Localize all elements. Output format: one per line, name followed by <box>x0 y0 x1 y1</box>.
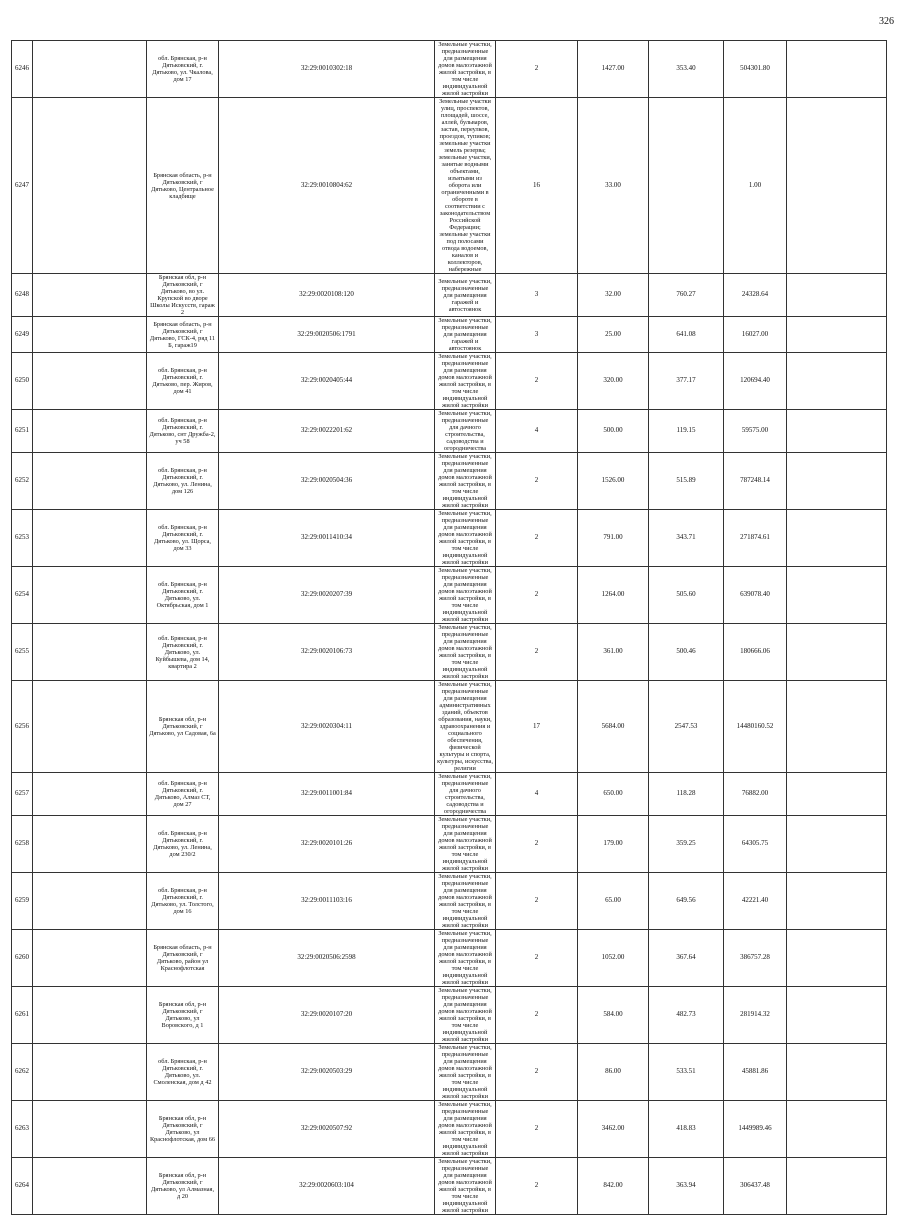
cell-rate: 500.46 <box>649 624 724 681</box>
cell-address: обл. Брянская, р-н Дятьковский, г. Дятьково, ул. Ленина, дом 230/2 <box>147 816 219 873</box>
cell-address: Брянская область, р-н Дятьковский, г Дятьково, ГСК-4, ряд 11 Б, гараж19 <box>147 317 219 353</box>
cell-area: 33.00 <box>578 98 649 274</box>
cell-cadastral-value: 45881.86 <box>724 1044 787 1101</box>
cell-cadastral-number: 32:29:0010302:18 <box>219 41 435 98</box>
cell-cadastral-value: 504301.80 <box>724 41 787 98</box>
cell-empty <box>33 41 147 98</box>
cell-area: 842.00 <box>578 1158 649 1215</box>
cell-group: 2 <box>496 510 578 567</box>
cell-number: 6257 <box>12 773 33 816</box>
cell-area: 1526.00 <box>578 453 649 510</box>
cell-area: 86.00 <box>578 1044 649 1101</box>
page-number: 326 <box>879 16 894 27</box>
cell-land-use: Земельные участки улиц, проспектов, площадей, шоссе, аллей, бульваров, застав, переулков, проездов, тупиков; земельные участки земель резерва; земельные участки, занятые водными объектами, изъятыми из оборота или ограниченными в обороте в соответствии с законодательством Российской Федерации; земельные участки под полосами отвода водоемов, каналов и коллекторов, набережные <box>435 98 496 274</box>
cell-address: Брянская обл, р-н Дятьковский, г Дятьково, ул Воровского, д 1 <box>147 987 219 1044</box>
cell-rate: 377.17 <box>649 353 724 410</box>
cell-cadastral-number: 32:29:0020207:39 <box>219 567 435 624</box>
cell-land-use: Земельные участки, предназначенные для размещения домов малоэтажной жилой застройки, в том числе индивидуальной жилой застройки <box>435 987 496 1044</box>
cell-empty <box>33 624 147 681</box>
cell-empty <box>787 987 887 1044</box>
cell-address: обл. Брянская, р-н Дятьковский, г. Дятьково, Алмаз СТ, дом 27 <box>147 773 219 816</box>
cell-area: 361.00 <box>578 624 649 681</box>
cell-number: 6253 <box>12 510 33 567</box>
cell-empty <box>33 873 147 930</box>
cell-land-use: Земельные участки, предназначенные для размещения домов малоэтажной жилой застройки, в том числе индивидуальной жилой застройки <box>435 453 496 510</box>
cell-land-use: Земельные участки, предназначенные для размещения домов малоэтажной жилой застройки, в том числе индивидуальной жилой застройки <box>435 624 496 681</box>
table-row <box>12 873 887 930</box>
cell-land-use: Земельные участки, предназначенные для размещения домов малоэтажной жилой застройки, в том числе индивидуальной жилой застройки <box>435 510 496 567</box>
cell-cadastral-value: 76882.00 <box>724 773 787 816</box>
cell-empty <box>787 410 887 453</box>
cell-rate: 118.28 <box>649 773 724 816</box>
cell-rate: 649.56 <box>649 873 724 930</box>
cell-address: Брянская обл, р-н Дятьковский, г Дятьково, ул Алмазная, д 20 <box>147 1158 219 1215</box>
cell-empty <box>33 567 147 624</box>
table-row <box>12 567 887 624</box>
cell-empty <box>787 453 887 510</box>
cell-number: 6247 <box>12 98 33 274</box>
cell-number: 6246 <box>12 41 33 98</box>
cell-group: 2 <box>496 624 578 681</box>
cell-cadastral-value: 271874.61 <box>724 510 787 567</box>
cell-rate: 359.25 <box>649 816 724 873</box>
cell-area: 1052.00 <box>578 930 649 987</box>
cell-empty <box>787 98 887 274</box>
cell-land-use: Земельные участки, предназначенные для размещения домов малоэтажной жилой застройки, в том числе индивидуальной жилой застройки <box>435 1158 496 1215</box>
cell-cadastral-number: 32:29:0020506:2598 <box>219 930 435 987</box>
cell-empty <box>33 930 147 987</box>
cell-empty <box>33 816 147 873</box>
cell-land-use: Земельные участки, предназначенные для размещения домов малоэтажной жилой застройки, в том числе индивидуальной жилой застройки <box>435 41 496 98</box>
cell-area: 500.00 <box>578 410 649 453</box>
cell-empty <box>787 816 887 873</box>
cell-rate: 418.83 <box>649 1101 724 1158</box>
cell-cadastral-number: 32:29:0020101:26 <box>219 816 435 873</box>
cell-empty <box>787 624 887 681</box>
cell-empty <box>33 1101 147 1158</box>
cell-group: 2 <box>496 1044 578 1101</box>
cell-land-use: Земельные участки, предназначенные для дачного строительства, садоводства и огородничества <box>435 773 496 816</box>
table-row <box>12 1101 887 1158</box>
cell-area: 1427.00 <box>578 41 649 98</box>
table-row <box>12 98 887 274</box>
cell-land-use: Земельные участки, предназначенные для размещения домов малоэтажной жилой застройки, в том числе индивидуальной жилой застройки <box>435 873 496 930</box>
table-body <box>12 41 887 1215</box>
cell-land-use: Земельные участки, предназначенные для размещения домов малоэтажной жилой застройки, в том числе индивидуальной жилой застройки <box>435 816 496 873</box>
cell-empty <box>33 274 147 317</box>
cell-empty <box>787 1101 887 1158</box>
cell-empty <box>787 1044 887 1101</box>
cell-number: 6263 <box>12 1101 33 1158</box>
cell-land-use: Земельные участки, предназначенные для размещения домов малоэтажной жилой застройки, в том числе индивидуальной жилой застройки <box>435 353 496 410</box>
cell-empty <box>787 873 887 930</box>
cell-land-use: Земельные участки, предназначенные для размещения домов малоэтажной жилой застройки, в том числе индивидуальной жилой застройки <box>435 1101 496 1158</box>
cell-area: 3462.00 <box>578 1101 649 1158</box>
cell-number: 6251 <box>12 410 33 453</box>
cell-number: 6264 <box>12 1158 33 1215</box>
cell-area: 5684.00 <box>578 681 649 773</box>
table-row <box>12 1158 887 1215</box>
cell-cadastral-value: 1.00 <box>724 98 787 274</box>
table-row <box>12 41 887 98</box>
cell-empty <box>33 1044 147 1101</box>
cell-rate: 367.64 <box>649 930 724 987</box>
cell-rate: 533.51 <box>649 1044 724 1101</box>
cell-address: Брянская обл, р-н Дятьковский, г Дятьково, во ул. Крупской во дворе Школы Искусств, гараж 2 <box>147 274 219 317</box>
cell-cadastral-value: 639078.40 <box>724 567 787 624</box>
cell-empty <box>33 410 147 453</box>
cell-cadastral-number: 32:29:0010804:62 <box>219 98 435 274</box>
cell-empty <box>787 773 887 816</box>
cell-cadastral-number: 32:29:0020108:120 <box>219 274 435 317</box>
cell-cadastral-value: 281914.32 <box>724 987 787 1044</box>
cell-cadastral-value: 787248.14 <box>724 453 787 510</box>
cell-empty <box>33 510 147 567</box>
cell-address: Брянская обл, р-н Дятьковский, г Дятьково, ул Краснофлотская, дом 66 <box>147 1101 219 1158</box>
cell-land-use: Земельные участки, предназначенные для размещения гаражей и автостоянок <box>435 274 496 317</box>
cell-cadastral-value: 120694.40 <box>724 353 787 410</box>
cell-group: 3 <box>496 317 578 353</box>
cell-number: 6249 <box>12 317 33 353</box>
cell-cadastral-number: 32:29:0020507:92 <box>219 1101 435 1158</box>
cell-cadastral-value: 1449989.46 <box>724 1101 787 1158</box>
cadastral-value-table <box>11 40 887 1215</box>
cell-area: 32.00 <box>578 274 649 317</box>
cell-group: 2 <box>496 987 578 1044</box>
cell-cadastral-number: 32:29:0011410:34 <box>219 510 435 567</box>
cell-group: 2 <box>496 453 578 510</box>
cell-empty <box>787 274 887 317</box>
cell-cadastral-value: 42221.40 <box>724 873 787 930</box>
cell-group: 2 <box>496 1101 578 1158</box>
table-row <box>12 453 887 510</box>
cell-address: Брянская область, р-н Дятьковский, г Дятьково, Центральное кладбище <box>147 98 219 274</box>
cell-empty <box>787 681 887 773</box>
cell-land-use: Земельные участки, предназначенные для размещения административных зданий, объектов образования, науки, здравоохранения и социального обеспечения, физической культуры и спорта, культуры, искусства, религии <box>435 681 496 773</box>
cell-cadastral-number: 32:29:0020503:29 <box>219 1044 435 1101</box>
cell-group: 17 <box>496 681 578 773</box>
cell-empty <box>33 987 147 1044</box>
cell-empty <box>787 567 887 624</box>
cell-cadastral-value: 64305.75 <box>724 816 787 873</box>
cell-rate: 2547.53 <box>649 681 724 773</box>
cell-area: 584.00 <box>578 987 649 1044</box>
cell-cadastral-value: 59575.00 <box>724 410 787 453</box>
cell-address: обл. Брянская, р-н Дятьковский, г. Дятьково, ул. Смоленская, дом д 42 <box>147 1044 219 1101</box>
cell-rate: 363.94 <box>649 1158 724 1215</box>
cell-empty <box>787 41 887 98</box>
cell-cadastral-number: 32:29:0020405:44 <box>219 353 435 410</box>
cell-land-use: Земельные участки, предназначенные для размещения домов малоэтажной жилой застройки, в том числе индивидуальной жилой застройки <box>435 567 496 624</box>
cell-cadastral-value: 386757.28 <box>724 930 787 987</box>
table-row <box>12 624 887 681</box>
cell-area: 320.00 <box>578 353 649 410</box>
cell-empty <box>787 510 887 567</box>
cell-area: 179.00 <box>578 816 649 873</box>
cell-group: 4 <box>496 773 578 816</box>
cell-address: обл. Брянская, р-н Дятьковский, г. Дятьково, ул. Толстого, дом 16 <box>147 873 219 930</box>
cell-rate <box>649 98 724 274</box>
cell-group: 2 <box>496 816 578 873</box>
cell-number: 6256 <box>12 681 33 773</box>
cell-rate: 343.71 <box>649 510 724 567</box>
cell-empty <box>33 317 147 353</box>
cell-rate: 353.40 <box>649 41 724 98</box>
cell-cadastral-number: 32:29:0011001:84 <box>219 773 435 816</box>
cell-cadastral-value: 306437.48 <box>724 1158 787 1215</box>
cell-empty <box>33 773 147 816</box>
cell-rate: 760.27 <box>649 274 724 317</box>
cell-group: 16 <box>496 98 578 274</box>
table-row <box>12 773 887 816</box>
cell-number: 6248 <box>12 274 33 317</box>
cell-cadastral-number: 32:29:0020107:20 <box>219 987 435 1044</box>
cell-address: Брянская обл, р-н Дятьковский, г Дятьково, ул Садовая, 6а <box>147 681 219 773</box>
cell-address: обл. Брянская, р-н Дятьковский, г. Дятьково, ул. Чкалова, дом 17 <box>147 41 219 98</box>
cell-rate: 515.89 <box>649 453 724 510</box>
cell-land-use: Земельные участки, предназначенные для размещения гаражей и автостоянок <box>435 317 496 353</box>
cell-group: 2 <box>496 41 578 98</box>
table-row <box>12 816 887 873</box>
table-row <box>12 353 887 410</box>
cell-number: 6250 <box>12 353 33 410</box>
table-row <box>12 930 887 987</box>
cell-cadastral-value: 180666.06 <box>724 624 787 681</box>
cell-rate: 505.60 <box>649 567 724 624</box>
cell-land-use: Земельные участки, предназначенные для дачного строительства, садоводства и огородничества <box>435 410 496 453</box>
cell-address: обл. Брянская, р-н Дятьковский, г. Дятьково, пер. Жиров, дом 41 <box>147 353 219 410</box>
cell-empty <box>787 353 887 410</box>
cell-empty <box>787 1158 887 1215</box>
cell-cadastral-value: 14480160.52 <box>724 681 787 773</box>
cell-number: 6255 <box>12 624 33 681</box>
cell-empty <box>33 453 147 510</box>
cell-land-use: Земельные участки, предназначенные для размещения домов малоэтажной жилой застройки, в том числе индивидуальной жилой застройки <box>435 1044 496 1101</box>
cell-group: 4 <box>496 410 578 453</box>
cell-cadastral-number: 32:29:0022201:62 <box>219 410 435 453</box>
cell-address: обл. Брянская, р-н Дятьковский, г. Дятьково, ул. Ленина, дом 126 <box>147 453 219 510</box>
cell-empty <box>33 98 147 274</box>
cell-number: 6259 <box>12 873 33 930</box>
table-row <box>12 510 887 567</box>
cell-rate: 482.73 <box>649 987 724 1044</box>
cell-area: 65.00 <box>578 873 649 930</box>
cell-area: 1264.00 <box>578 567 649 624</box>
cell-cadastral-number: 32:29:0020304:11 <box>219 681 435 773</box>
cell-cadastral-number: 32:29:0020504:36 <box>219 453 435 510</box>
cell-cadastral-number: 32:29:0020603:104 <box>219 1158 435 1215</box>
cell-address: Брянская область, р-н Дятьковский, г Дятьково, район ул Краснофлотская <box>147 930 219 987</box>
cell-group: 3 <box>496 274 578 317</box>
cell-area: 25.00 <box>578 317 649 353</box>
cell-cadastral-number: 32:29:0011103:16 <box>219 873 435 930</box>
cell-group: 2 <box>496 930 578 987</box>
cell-cadastral-value: 16027.00 <box>724 317 787 353</box>
cell-empty <box>787 930 887 987</box>
cell-group: 2 <box>496 353 578 410</box>
cell-rate: 119.15 <box>649 410 724 453</box>
cell-cadastral-number: 32:29:0020106:73 <box>219 624 435 681</box>
cell-address: обл. Брянская, р-н Дятьковский, г. Дятьково, снт Дружба-2, уч 58 <box>147 410 219 453</box>
cell-group: 2 <box>496 567 578 624</box>
table-row <box>12 410 887 453</box>
cell-address: обл. Брянская, р-н Дятьковский, г. Дятьково, ул. Октябрьская, дом 1 <box>147 567 219 624</box>
cell-rate: 641.08 <box>649 317 724 353</box>
cell-address: обл. Брянская, р-н Дятьковский, г. Дятьково, ул. Куйбышева, дом 14, квартира 2 <box>147 624 219 681</box>
cell-area: 650.00 <box>578 773 649 816</box>
cell-number: 6252 <box>12 453 33 510</box>
cell-number: 6254 <box>12 567 33 624</box>
cell-group: 2 <box>496 1158 578 1215</box>
table-row <box>12 987 887 1044</box>
cell-empty <box>33 681 147 773</box>
cell-empty <box>33 1158 147 1215</box>
table-row <box>12 274 887 317</box>
cell-number: 6258 <box>12 816 33 873</box>
cell-land-use: Земельные участки, предназначенные для размещения домов малоэтажной жилой застройки, в том числе индивидуальной жилой застройки <box>435 930 496 987</box>
table-row <box>12 681 887 773</box>
cell-group: 2 <box>496 873 578 930</box>
cell-number: 6261 <box>12 987 33 1044</box>
cell-area: 791.00 <box>578 510 649 567</box>
cell-cadastral-value: 24328.64 <box>724 274 787 317</box>
table-row <box>12 1044 887 1101</box>
cell-empty <box>33 353 147 410</box>
cell-number: 6260 <box>12 930 33 987</box>
cell-empty <box>787 317 887 353</box>
cell-address: обл. Брянская, р-н Дятьковский, г. Дятьково, ул. Щорса, дом 33 <box>147 510 219 567</box>
cell-number: 6262 <box>12 1044 33 1101</box>
cell-cadastral-number: 32:29:0020506:1791 <box>219 317 435 353</box>
table-row <box>12 317 887 353</box>
